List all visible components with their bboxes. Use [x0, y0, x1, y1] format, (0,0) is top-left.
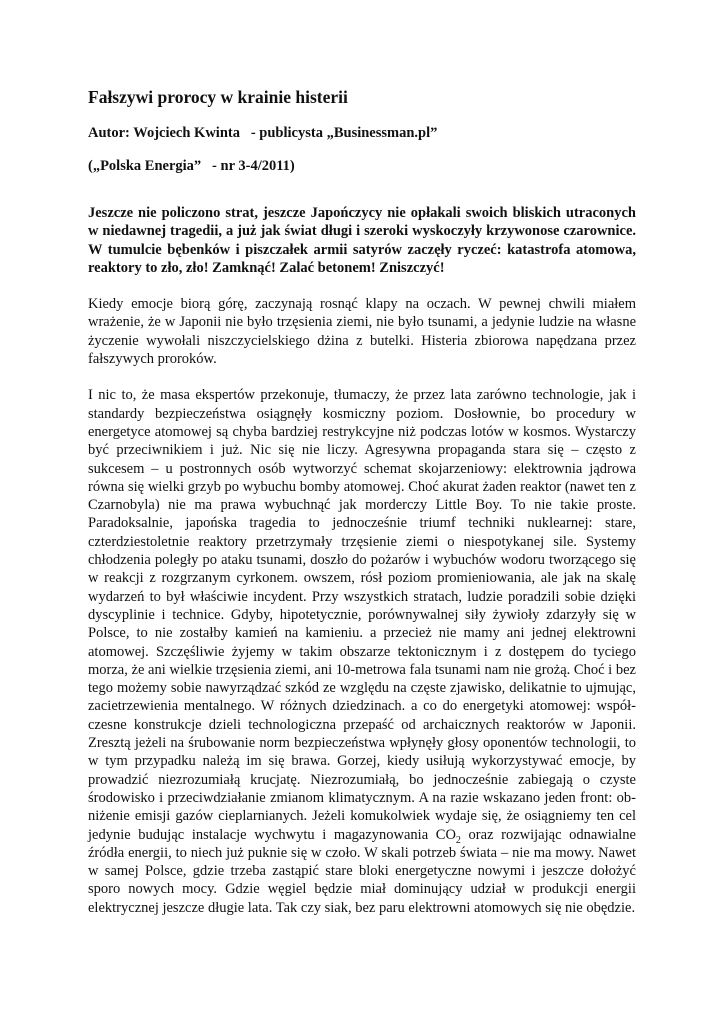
body-paragraph-2	[88, 386, 636, 917]
source-line: („Polska Energia” - nr 3-4/2011)	[88, 158, 295, 174]
body-paragraph-1: Kiedy emocje biorą górę, zaczynają rosnąć klapy na oczach. W pewnej chwili miałem wrażenie, że w Japonii nie było trzęsienia ziemi, nie było tsunami, a jedynie ludzie na własne życzenie wywołali niszczycielskiego dżina z butelki. Histeria zbiorowa napędzana przez fałszywych proroków.	[88, 296, 636, 368]
lead-paragraph: Jeszcze nie policzono strat, jeszcze Japończycy nie opłakali swoich bliskich utraconych w niedawnej tragedii, a już jak świat długi i szeroki wyskoczyły krzywonose czarownice. W tumulcie bębenków i piszczałek armii satyrów zaczęły ryczeć: katastrofa atomowa, reaktory to zło, zło! Zamknąć! Zalać betonem! Zniszczyć!	[88, 205, 636, 276]
body-paragraph-2-part-1: I nic to, że masa ekspertów przekonuje, tłumaczy, że przez lata zarówno technologie, jak i standardy bezpieczeństwa osiągnęły kosmiczny poziom. Dosłownie, bo procedury w energetyce atomowej są chyba bardziej restrykcyjne niż podczas lotów w kosmos. Wystarczy być przeciwnikiem i już. Nic się nie liczy. Agresywna propaganda stara się – często z sukcesem – u postronnych osób wytworzyć schemat skojarzeniowy: elektrownia jądrowa równa się wielki grzyb po wybuchu bomby atomowej. Choć akurat żaden reaktor (nawet ten z Czarnobyla) nie ma prawa wybuchnąć jak morderczy Little Boy. To nie takie proste. Paradoksalnie, japońska tragedia to jednocześnie triumf techniki nuklearnej: stare, czterdziestoletnie reaktory przetrzymały trzęsienie ziemi o niespotykanej sile. Systemy chłodzenia poległy po ataku tsunami, doszło do pożarów i wybuchów wodoru tworzącego się w reakcji z rozgrzanym cyrkonem. owszem, rósł poziom promieniowania, ale jak na skalę wydarzeń to był właściwie incydent. Przy wszystkich stratach, ludzie poradzili sobie dzięki dyscyplinie i technice. Gdyby, hipotetycznie, porównywalnej siły żywioły zdarzyły się w Polsce, to nie zostałby kamień na kamieniu. a przecież nie mamy ani jednej elektrowni atomowej. Szczęśliwie żyjemy w takim obszarze tektonicznym i z dostępem do tyciego morza, że ani wielkie trzęsienia ziemi, ani 10-metrowa fala tsunami nam nie grożą. Choć i bez tego możemy sobie nawyrządzać szkód ze względu na częste zjawisko, delikatnie to ujmując, zacietrzewienia mentalnego. W różnych dziedzinach. a co do energetyki atomowej: współ-czesne konstrukcje dzieli technologiczna przepaść od archaicznych reaktorów w Japonii. Zresztą jeżeli na śrubowanie norm bezpieczeństwa wpłynęły głosy oponentów technologii, to w tym przypadku należą im się brawa. Gorzej, kiedy usiłują wykorzystywać emocje, by prowadzić niezrozumiałą krucjatę. Niezrozumiałą, bo jednocześnie zabiegają o czyste środowisko i przeciwdziałanie zmianom klimatycznym. A na razie wskazano jeden front: ob-niżenie emisji gazów cieplarnianych. Jeżeli komukolwiek wydaje się, że osiągniemy ten cel jedynie budując instalacje wychwytu i magazynowania CO	[88, 387, 636, 843]
article-title: Fałszywi prorocy w krainie histerii	[88, 87, 348, 107]
body-paragraph-2-part-2: oraz rozwijając odnawialne źródła energii, to niech już puknie się w czoło. W skali potrzeb świata – nie ma mowy. Nawet w samej Polsce, gdzie trzeba zastąpić stare bloki energetyczne nowymi i jeszcze dołożyć sporo nowych mocy. Gdzie węgiel będzie miał dominujący udział w produkcji energii elektrycznej jeszcze długie lata. Tak czy siak, bez paru elektrowni atomowych się nie obędzie.	[88, 826, 636, 916]
document-page	[88, 86, 636, 917]
author-line: Autor: Wojciech Kwinta - publicysta „Businessman.pl”	[88, 125, 438, 141]
co2-subscript: 2	[455, 834, 461, 846]
